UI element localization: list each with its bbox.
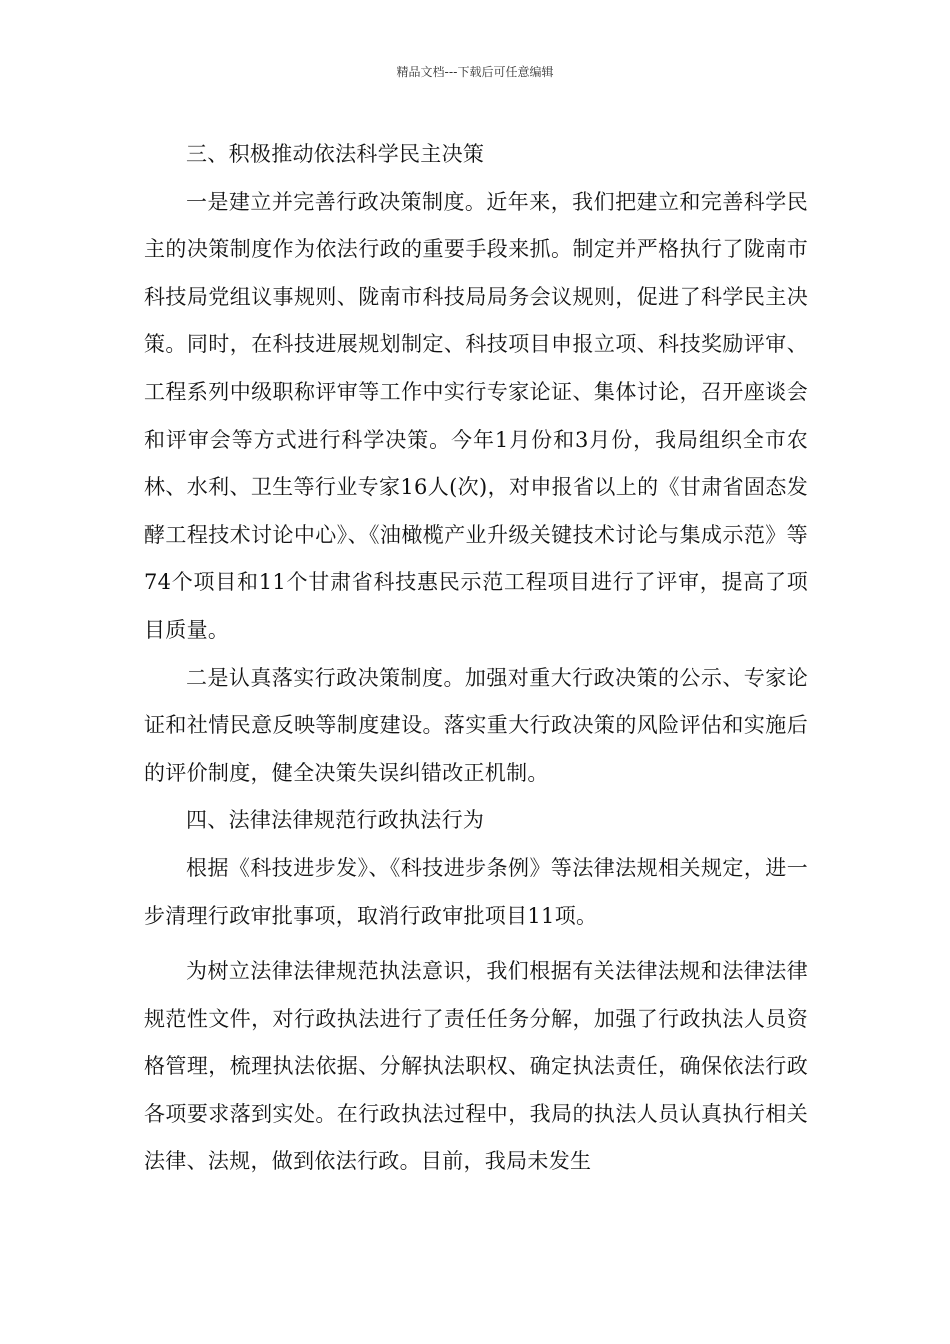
document-body — [144, 131, 808, 1186]
paragraph-implement-decision: 二是认真落实行政决策制度。加强对重大行政决策的公示、专家论证和社情民意反映等制度建设。落实重大行政决策的风险评估和实施后的评价制度，健全决策失误纠错改正机制。 — [144, 665, 808, 785]
page-header: 精品文档---下载后可任意编辑 — [396, 65, 554, 79]
section-heading-4: 四、法律法律规范行政执法行为 — [186, 808, 485, 833]
paragraph-approval-items: 根据《科技进步发》、《科技进步条例》等法律法规相关规定，进一步清理行政审批事项，取消行政审批项目11项。 — [144, 855, 808, 928]
section-heading-3: 三、积极推动依法科学民主决策 — [186, 142, 485, 166]
paragraph-decision-system: 一是建立并完善行政决策制度。近年来，我们把建立和完善科学民主的决策制度作为依法行政的重要手段来抓。制定并严格执行了陇南市科技局党组议事规则、陇南市科技局局务会议规则，促进了科学民主决策。同时，在科技进展规划制定、科技项目申报立项、科技奖励评审、工程系列中级职称评审等工作中实行专家论证、集体讨论，召开座谈会和评审会等方式进行科学决策。今年1月份和3月份，我局组织全市农林、水利、卫生等行业专家16人(次)，对申报省以上的《甘肃省固态发酵工程技术讨论中心》、《油橄榄产业升级关键技术讨论与集成示范》等74个项目和11个甘肃省科技惠民示范工程项目进行了评审，提高了项目质量。 — [144, 189, 808, 642]
paragraph-law-enforcement: 为树立法律法律规范执法意识，我们根据有关法律法规和法律法律规范性文件，对行政执法进行了责任任务分解，加强了行政执法人员资格管理，梳理执法依据、分解执法职权、确定执法责任，确保依法行政各项要求落到实处。在行政执法过程中，我局的执法人员认真执行相关法律、法规，做到依法行政。目前，我局未发生 — [144, 959, 808, 1174]
